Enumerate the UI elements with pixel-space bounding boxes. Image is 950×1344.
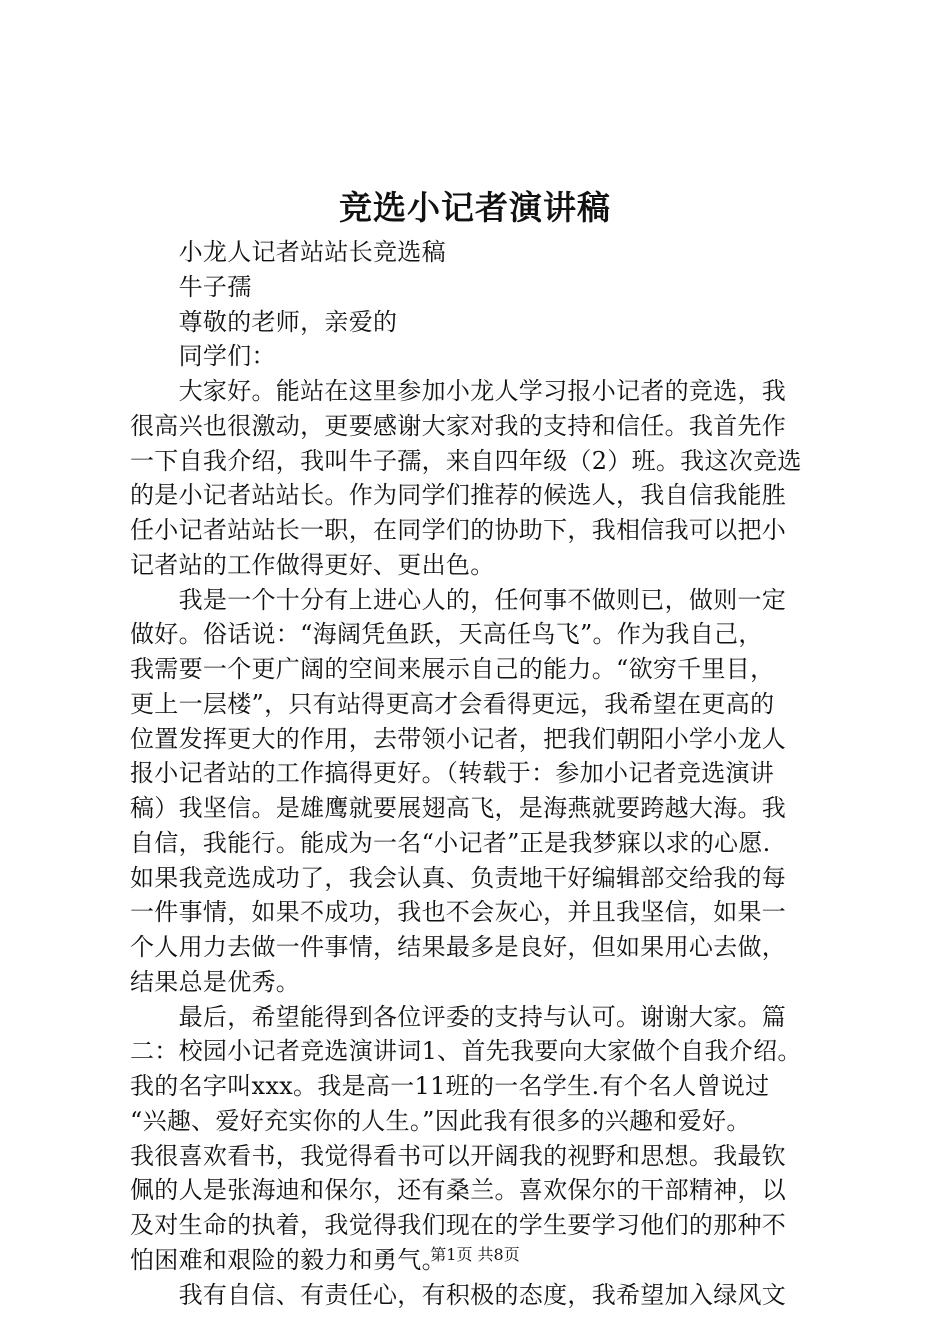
- body-line: 怕困难和艰险的毅力和勇气。: [130, 1245, 446, 1274]
- body-line: 我是一个十分有上进心人的，任何事不做则已，做则一定: [130, 585, 787, 614]
- document-body: [130, 235, 830, 1312]
- body-line: 我的名字叫xxx。我是高一11班的一名学生.有个名人曾说过: [130, 1072, 770, 1100]
- body-line: 位置发挥更大的作用，去带领小记者，把我们朝阳小学小龙人: [130, 724, 787, 753]
- body-line: 我很喜欢看书，我觉得看书可以开阔我的视野和思想。我最钦: [130, 1141, 787, 1170]
- body-line: 如果我竞选成功了，我会认真、负责地干好编辑部交给我的每: [130, 863, 787, 892]
- body-line: 一件事情，如果不成功，我也不会灰心，并且我坚信，如果一: [130, 898, 787, 927]
- body-line: 自信，我能行。能成为一名“小记者”正是我梦寐以求的心愿.: [130, 828, 771, 857]
- body-line: 结果总是优秀。: [130, 967, 301, 996]
- body-line: 任小记者站站长一职，在同学们的协助下，我相信我可以把小: [130, 516, 787, 544]
- body-line: 同学们：: [130, 342, 276, 371]
- body-line: 佩的人是张海迪和保尔，还有桑兰。喜欢保尔的干部精神，以: [130, 1176, 787, 1205]
- body-line: 一下自我介绍，我叫牛子孺，来自四年级（2）班。我这次竞选: [130, 446, 802, 475]
- body-line: 最后，希望能得到各位评委的支持与认可。谢谢大家。篇: [130, 1002, 787, 1031]
- body-line: 小龙人记者站站长竞选稿: [130, 238, 446, 266]
- body-line: 二：校园小记者竞选演讲词1、首先我要向大家做个自我介绍。: [130, 1037, 802, 1066]
- body-line: 很高兴也很激动，更要感谢大家对我的支持和信任。我首先作: [130, 411, 787, 440]
- page-number-footer: 第1页 共8页: [430, 1245, 520, 1264]
- body-line: 稿）我坚信。是雄鹰就要展翅高飞，是海燕就要跨越大海。我: [130, 794, 787, 822]
- body-line: 做好。俗话说：“海阔凭鱼跃，天高任鸟飞”。作为我自己，: [130, 620, 763, 649]
- body-line: 的是小记者站站长。作为同学们推荐的候选人，我自信我能胜: [130, 481, 787, 510]
- body-line: 我有自信、有责任心，有积极的态度，我希望加入绿风文: [130, 1280, 787, 1309]
- body-line: 牛子孺: [130, 272, 252, 301]
- body-line: 尊敬的老师，亲爱的: [130, 307, 398, 336]
- body-line: 个人用力去做一件事情，结果最多是良好，但如果用心去做，: [130, 933, 787, 961]
- body-line: 大家好。能站在这里参加小龙人学习报小记者的竞选，我: [130, 377, 787, 405]
- document-title: 竞选小记者演讲稿: [339, 188, 611, 227]
- body-line: 我需要一个更广阔的空间来展示自己的能力。“欲穷千里目，: [130, 655, 775, 683]
- body-line: 记者站的工作做得更好、更出色。: [130, 550, 495, 579]
- body-line: 报小记者站的工作搞得更好。（转载于：参加小记者竞选演讲: [130, 759, 775, 788]
- body-line: 及对生命的执着，我觉得我们现在的学生要学习他们的那种不: [130, 1211, 787, 1239]
- body-line: 更上一层楼”，只有站得更高才会看得更远，我希望在更高的: [130, 689, 775, 718]
- body-line: “兴趣、爱好充实你的人生。”因此我有很多的兴趣和爱好。: [130, 1106, 751, 1135]
